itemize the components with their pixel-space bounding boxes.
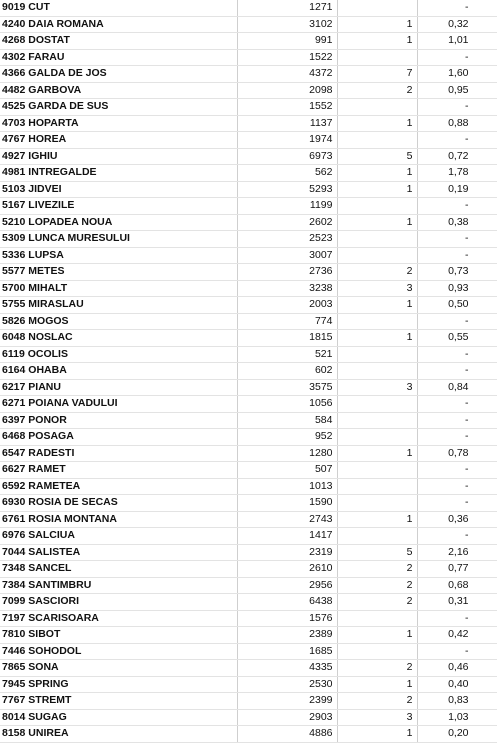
population-cell[interactable]: 2389 [237,627,337,644]
cases-cell[interactable]: 1 [337,181,417,198]
rate-cell[interactable]: 0,42 [417,627,497,644]
table-row [0,346,497,363]
rate-cell[interactable]: - [417,412,497,429]
rate-cell[interactable]: 0,38 [417,214,497,231]
cases-cell[interactable]: 1 [337,16,417,33]
rate-cell[interactable]: 1,03 [417,709,497,726]
rate-cell[interactable]: - [417,49,497,66]
table-row [0,412,497,429]
rate-cell[interactable]: - [417,198,497,215]
population-cell[interactable]: 6438 [237,594,337,611]
table-row [0,99,497,116]
cases-cell[interactable] [337,528,417,545]
cases-cell[interactable]: 1 [337,726,417,743]
table-row [0,132,497,149]
locality-cell[interactable]: 6592 RAMETEA [0,478,237,495]
locality-cell[interactable]: 6547 RADESTI [0,445,237,462]
locality-cell[interactable]: 6119 OCOLIS [0,346,237,363]
population-cell[interactable]: 2602 [237,214,337,231]
table-row [0,198,497,215]
population-cell[interactable]: 1815 [237,330,337,347]
locality-cell[interactable]: 5309 LUNCA MURESULUI [0,231,237,248]
rate-cell[interactable]: 0,36 [417,511,497,528]
cases-cell[interactable]: 1 [337,330,417,347]
rate-cell[interactable]: 0,93 [417,280,497,297]
locality-cell[interactable]: 5103 JIDVEI [0,181,237,198]
rate-cell[interactable]: - [417,0,497,16]
rate-cell[interactable]: 0,77 [417,561,497,578]
locality-cell[interactable]: 7384 SANTIMBRU [0,577,237,594]
locality-cell[interactable]: 6930 ROSIA DE SECAS [0,495,237,512]
locality-cell[interactable]: 4927 IGHIU [0,148,237,165]
population-cell[interactable]: 1685 [237,643,337,660]
cases-cell[interactable] [337,462,417,479]
table-row [0,379,497,396]
locality-cell[interactable]: 7446 SOHODOL [0,643,237,660]
rate-cell[interactable]: - [417,99,497,116]
cases-cell[interactable]: 1 [337,165,417,182]
population-cell[interactable]: 1271 [237,0,337,16]
rate-cell[interactable]: 1,78 [417,165,497,182]
population-cell[interactable]: 774 [237,313,337,330]
cases-cell[interactable] [337,99,417,116]
cases-cell[interactable] [337,643,417,660]
locality-cell[interactable]: 7865 SONA [0,660,237,677]
locality-cell[interactable]: 7044 SALISTEA [0,544,237,561]
table-row [0,330,497,347]
locality-cell[interactable]: 7810 SIBOT [0,627,237,644]
rate-cell[interactable]: - [417,231,497,248]
table-row [0,280,497,297]
population-cell[interactable]: 1013 [237,478,337,495]
locality-cell[interactable]: 6627 RAMET [0,462,237,479]
rate-cell[interactable]: 0,50 [417,297,497,314]
table-row [0,577,497,594]
cases-cell[interactable]: 1 [337,627,417,644]
locality-cell[interactable]: 4268 DOSTAT [0,33,237,50]
population-cell[interactable]: 1417 [237,528,337,545]
rate-cell[interactable]: 0,20 [417,726,497,743]
locality-cell[interactable]: 8158 UNIREA [0,726,237,743]
population-cell[interactable]: 3102 [237,16,337,33]
population-cell[interactable]: 2523 [237,231,337,248]
rate-cell[interactable]: 0,84 [417,379,497,396]
rate-cell[interactable]: 0,32 [417,16,497,33]
locality-cell[interactable]: 6976 SALCIUA [0,528,237,545]
rate-cell[interactable]: 0,72 [417,148,497,165]
locality-cell[interactable]: 7348 SANCEL [0,561,237,578]
cases-cell[interactable]: 2 [337,577,417,594]
table-row [0,528,497,545]
rate-cell[interactable]: 0,46 [417,660,497,677]
table-row [0,247,497,264]
table-row [0,396,497,413]
cases-cell[interactable]: 2 [337,660,417,677]
cases-cell[interactable]: 1 [337,115,417,132]
cases-cell[interactable]: 1 [337,214,417,231]
population-cell[interactable]: 952 [237,429,337,446]
cases-cell[interactable] [337,198,417,215]
cases-cell[interactable]: 3 [337,379,417,396]
locality-cell[interactable]: 5167 LIVEZILE [0,198,237,215]
table-row [0,544,497,561]
population-cell[interactable]: 2530 [237,676,337,693]
cases-cell[interactable]: 1 [337,33,417,50]
cases-cell[interactable] [337,231,417,248]
population-cell[interactable]: 3007 [237,247,337,264]
table-row [0,148,497,165]
population-cell[interactable]: 1199 [237,198,337,215]
rate-cell[interactable]: - [417,346,497,363]
table-row [0,594,497,611]
table-row [0,33,497,50]
rate-cell[interactable]: 0,55 [417,330,497,347]
cases-cell[interactable]: 3 [337,709,417,726]
rate-cell[interactable]: - [417,396,497,413]
rate-cell[interactable]: - [417,495,497,512]
rate-cell[interactable]: 0,68 [417,577,497,594]
table-row [0,16,497,33]
rate-cell[interactable]: - [417,429,497,446]
rate-cell[interactable]: 0,73 [417,264,497,281]
cases-cell[interactable]: 2 [337,594,417,611]
population-cell[interactable]: 2903 [237,709,337,726]
cases-cell[interactable] [337,495,417,512]
table-row [0,181,497,198]
population-cell[interactable]: 6973 [237,148,337,165]
table-row [0,49,497,66]
population-cell[interactable]: 1974 [237,132,337,149]
rate-cell[interactable]: 0,40 [417,676,497,693]
rate-cell[interactable]: - [417,247,497,264]
table-row [0,363,497,380]
cases-cell[interactable]: 1 [337,676,417,693]
table-row [0,264,497,281]
rate-cell[interactable]: 0,78 [417,445,497,462]
rate-cell[interactable]: - [417,610,497,627]
table-row [0,214,497,231]
population-cell[interactable]: 2098 [237,82,337,99]
population-cell[interactable]: 584 [237,412,337,429]
locality-cell[interactable]: 6048 NOSLAC [0,330,237,347]
cases-cell[interactable]: 2 [337,264,417,281]
rate-cell[interactable]: - [417,528,497,545]
rate-cell[interactable]: 0,19 [417,181,497,198]
locality-cell[interactable]: 5210 LOPADEA NOUA [0,214,237,231]
rate-cell[interactable]: - [417,643,497,660]
locality-cell[interactable]: 7197 SCARISOARA [0,610,237,627]
population-cell[interactable]: 1056 [237,396,337,413]
rate-cell[interactable]: - [417,363,497,380]
population-cell[interactable]: 2003 [237,297,337,314]
cases-cell[interactable]: 2 [337,561,417,578]
cases-cell[interactable]: 1 [337,511,417,528]
locality-cell[interactable]: 5336 LUPSA [0,247,237,264]
locality-cell[interactable]: 4981 INTREGALDE [0,165,237,182]
locality-cell[interactable]: 4366 GALDA DE JOS [0,66,237,83]
rate-cell[interactable]: - [417,478,497,495]
table-row [0,627,497,644]
locality-cell[interactable]: 9019 CUT [0,0,237,16]
rate-cell[interactable]: 0,31 [417,594,497,611]
rate-cell[interactable]: 0,95 [417,82,497,99]
cases-cell[interactable] [337,363,417,380]
population-cell[interactable]: 602 [237,363,337,380]
population-cell[interactable]: 1590 [237,495,337,512]
rate-cell[interactable]: - [417,462,497,479]
table-row [0,313,497,330]
rate-cell[interactable]: 1,60 [417,66,497,83]
population-cell[interactable]: 3238 [237,280,337,297]
locality-cell[interactable]: 4703 HOPARTA [0,115,237,132]
locality-cell[interactable]: 4302 FARAU [0,49,237,66]
table-row [0,165,497,182]
population-cell[interactable]: 562 [237,165,337,182]
locality-cell[interactable]: 4482 GARBOVA [0,82,237,99]
cases-cell[interactable] [337,346,417,363]
cases-cell[interactable] [337,0,417,16]
locality-cell[interactable]: 5577 METES [0,264,237,281]
locality-cell[interactable]: 4767 HOREA [0,132,237,149]
locality-cell[interactable]: 7767 STREMT [0,693,237,710]
table-row [0,610,497,627]
cases-cell[interactable]: 5 [337,148,417,165]
population-cell[interactable]: 2736 [237,264,337,281]
rate-cell[interactable]: - [417,313,497,330]
rate-cell[interactable]: - [417,132,497,149]
table-row [0,693,497,710]
locality-cell[interactable]: 6761 ROSIA MONTANA [0,511,237,528]
rate-cell[interactable]: 0,88 [417,115,497,132]
table-row [0,82,497,99]
cases-cell[interactable]: 2 [337,82,417,99]
population-cell[interactable]: 5293 [237,181,337,198]
locality-cell[interactable]: 6271 POIANA VADULUI [0,396,237,413]
population-cell[interactable]: 2743 [237,511,337,528]
cases-cell[interactable] [337,429,417,446]
population-cell[interactable]: 521 [237,346,337,363]
table-row [0,429,497,446]
population-cell[interactable]: 2610 [237,561,337,578]
table-row [0,66,497,83]
table-row [0,726,497,743]
table-row [0,676,497,693]
rate-cell[interactable]: 1,01 [417,33,497,50]
cases-cell[interactable] [337,313,417,330]
cases-cell[interactable]: 5 [337,544,417,561]
table-row [0,643,497,660]
cases-cell[interactable] [337,49,417,66]
population-cell[interactable]: 2956 [237,577,337,594]
locality-cell[interactable]: 6164 OHABA [0,363,237,380]
table-row [0,660,497,677]
cases-cell[interactable] [337,396,417,413]
table-row [0,0,497,16]
population-cell[interactable]: 3575 [237,379,337,396]
locality-cell[interactable]: 4240 DAIA ROMANA [0,16,237,33]
table-row [0,495,497,512]
rate-cell[interactable]: 0,83 [417,693,497,710]
cases-cell[interactable]: 1 [337,445,417,462]
cases-cell[interactable]: 2 [337,693,417,710]
cases-cell[interactable] [337,247,417,264]
cases-cell[interactable]: 7 [337,66,417,83]
population-cell[interactable]: 1552 [237,99,337,116]
locality-cell[interactable]: 6397 PONOR [0,412,237,429]
population-cell[interactable]: 4886 [237,726,337,743]
population-cell[interactable]: 1280 [237,445,337,462]
population-cell[interactable]: 4335 [237,660,337,677]
locality-cell[interactable]: 7099 SASCIORI [0,594,237,611]
table-row [0,445,497,462]
table-row [0,462,497,479]
table-row [0,478,497,495]
rate-cell[interactable]: 2,16 [417,544,497,561]
locality-cell[interactable]: 6217 PIANU [0,379,237,396]
table-row [0,709,497,726]
population-cell[interactable]: 991 [237,33,337,50]
population-cell[interactable]: 507 [237,462,337,479]
locality-cell[interactable]: 8014 SUGAG [0,709,237,726]
locality-cell[interactable]: 5755 MIRASLAU [0,297,237,314]
population-cell[interactable]: 1522 [237,49,337,66]
table-row [0,115,497,132]
cases-cell[interactable] [337,412,417,429]
locality-cell[interactable]: 5826 MOGOS [0,313,237,330]
cases-cell[interactable]: 1 [337,297,417,314]
table-row [0,231,497,248]
locality-cell[interactable]: 4525 GARDA DE SUS [0,99,237,116]
population-cell[interactable]: 1137 [237,115,337,132]
table-row [0,511,497,528]
population-cell[interactable]: 2399 [237,693,337,710]
population-cell[interactable]: 1576 [237,610,337,627]
table-row [0,297,497,314]
locality-cell[interactable]: 7945 SPRING [0,676,237,693]
table-row [0,561,497,578]
cases-cell[interactable] [337,610,417,627]
locality-cell[interactable]: 5700 MIHALT [0,280,237,297]
cases-cell[interactable] [337,478,417,495]
population-cell[interactable]: 4372 [237,66,337,83]
cases-cell[interactable] [337,132,417,149]
locality-cell[interactable]: 6468 POSAGA [0,429,237,446]
cases-cell[interactable]: 3 [337,280,417,297]
population-cell[interactable]: 2319 [237,544,337,561]
